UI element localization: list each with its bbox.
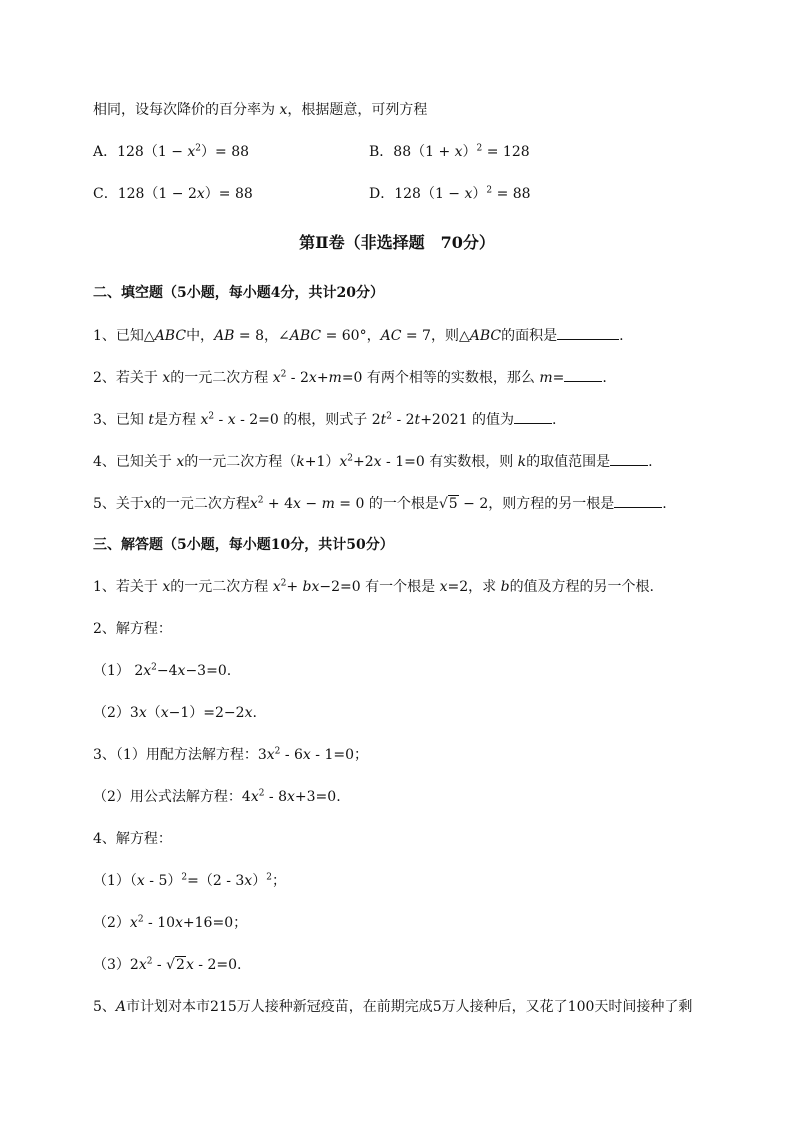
solve-question-4-part-2: $(2)x^2 - 10x+16=0$； [93, 914, 248, 931]
solve-question-1: 1、若关于 x的一元二次方程 $x^2+ bx-2=0$ 有一个根是 x=2，求 b的值及方程的另一个根. [93, 578, 655, 595]
solve-question-2-part-1: （1） $2x^2-4x-3=0$. [93, 662, 232, 679]
answer-blank[interactable] [514, 409, 552, 424]
sqrt-symbol: √5 [438, 496, 458, 512]
solve-question-4-part-1: （1）（x - 5）$^2$=（2 - 3x）$^2$； [93, 872, 286, 889]
intro-text: 相同，设每次降价的百分率为 [93, 102, 280, 118]
fill-question-4: 4、已知关于 x的一元二次方程$(k+1)x^2+2x - 1=0$ 有实数根，则 k的取值范围是 . [93, 451, 653, 472]
solve-question-5: 5、A市计划对本市215万人接种新冠疫苗，在前期完成5万人接种后，又花了100天时间接种了剩 [93, 999, 693, 1015]
answer-blank[interactable] [610, 451, 648, 466]
intro-text-tail: ，根据题意，可列方程 [287, 102, 428, 118]
solve-question-3-part-1: 3、（1）用配方法解方程：$3x^2 - 6x - 1=0$； [93, 746, 369, 763]
solve-question-2-head: 2、解方程： [93, 621, 172, 637]
solve-question-3-part-2: （2）用公式法解方程：$4x^2 - 8x+3=0$. [93, 788, 341, 805]
fill-question-5: 5、关于x的一元二次方程$x^2 + 4x - m = 0$ 的一个根是√5 − 2，则方程的另一根是 . [93, 493, 667, 514]
solve-question-4-part-3: $(3)2x^2 - √2x - 2=0$. [93, 956, 242, 973]
section-title-fill-in: 二、填空题（5小题，每小题4分，共计20分） [93, 285, 384, 301]
solve-question-4-head: 4、解方程： [93, 831, 172, 847]
option-a[interactable]: A．$128(1 - x^2)= 88$ [93, 143, 250, 160]
variable-x: x [279, 102, 288, 118]
solve-question-2-part-2: （2）3x（x−1）=2−2x. [93, 705, 257, 721]
fill-question-1: 1、已知△ABC中，AB = 8，∠ABC = 60°，AC = 7，则△ABC的面积是 . [93, 325, 624, 346]
answer-blank[interactable] [614, 493, 662, 508]
option-d[interactable]: D．$128(1 - x)^2 = 88$ [369, 185, 531, 202]
fill-question-3: 3、已知 t是方程 $x^2 - x - 2=0$ 的根，则式子 $2t^2 - 2t+2021$ 的值为 . [93, 409, 556, 430]
answer-blank[interactable] [564, 367, 602, 382]
sqrt-symbol: √2 [166, 957, 185, 973]
fill-question-2: 2、若关于 x的一元二次方程 $x^2 - 2x+m=0$ 有两个相等的实数根，那么 m= . [93, 367, 607, 388]
section-title-solve: 三、解答题（5小题，每小题10分，共计50分） [93, 537, 394, 553]
answer-blank[interactable] [557, 325, 619, 340]
option-c[interactable]: C．128（1 − 2x）= 88 [93, 186, 253, 202]
option-b[interactable]: B．$88(1 + x)^2 = 128$ [369, 143, 530, 160]
question-intro [93, 100, 427, 120]
part-title: 第Ⅱ卷（非选择题 70分） [299, 233, 495, 252]
